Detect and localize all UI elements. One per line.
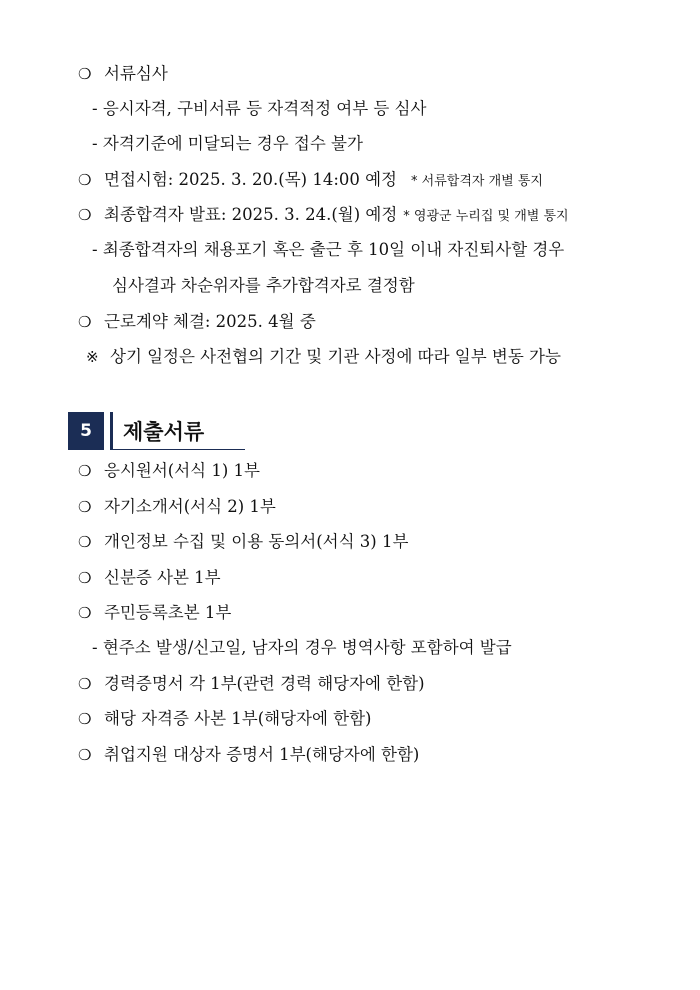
circle-bullet-icon: ❍	[78, 462, 92, 480]
document-item	[78, 709, 372, 729]
interview-text: 면접시험: 2025. 3. 20.(목) 14:00 예정	[104, 170, 398, 189]
document-item-text: 주민등록초본 1부	[104, 603, 232, 622]
document-item-text: 경력증명서 각 1부(관련 경력 해당자에 한함)	[104, 674, 425, 693]
circle-bullet-icon: ❍	[78, 65, 92, 83]
contract-text: 근로계약 체결: 2025. 4월 중	[104, 312, 316, 331]
document-item-text: 해당 자격증 사본 1부(해당자에 한함)	[104, 709, 372, 728]
document-item-text: 취업지원 대상자 증명서 1부(해당자에 한함)	[104, 745, 420, 764]
schedule-notice	[86, 347, 561, 367]
circle-bullet-icon: ❍	[78, 746, 92, 764]
circle-bullet-icon: ❍	[78, 675, 92, 693]
section-header	[68, 412, 245, 450]
doc-review-detail: - 자격기준에 미달되는 경우 접수 불가	[92, 134, 363, 153]
document-item	[78, 532, 408, 552]
final-announcement-note: * 영광군 누리집 및 개별 통지	[403, 209, 569, 224]
document-item-text: 신분증 사본 1부	[104, 568, 221, 587]
final-announcement-text: 최종합격자 발표: 2025. 3. 24.(월) 예정	[104, 205, 398, 224]
circle-bullet-icon: ❍	[78, 498, 92, 516]
circle-bullet-icon: ❍	[78, 313, 92, 331]
final-detail-line: - 최종합격자의 채용포기 혹은 출근 후 10일 이내 자진퇴사할 경우	[92, 240, 565, 259]
final-announcement-item	[78, 205, 569, 227]
doc-review-detail: - 응시자격, 구비서류 등 자격적정 여부 등 심사	[92, 99, 427, 118]
circle-bullet-icon: ❍	[78, 206, 92, 224]
document-item	[78, 603, 231, 623]
resident-registration-detail: - 현주소 발생/신고일, 남자의 경우 병역사항 포함하여 발급	[92, 638, 512, 657]
section-title: 제출서류	[123, 419, 205, 444]
document-item	[78, 568, 221, 588]
document-item-text: 자기소개서(서식 2) 1부	[104, 497, 276, 516]
circle-bullet-icon: ❍	[78, 533, 92, 551]
circle-bullet-icon: ❍	[78, 171, 92, 189]
circle-bullet-icon: ❍	[78, 604, 92, 622]
document-item-text: 응시원서(서식 1) 1부	[104, 461, 260, 480]
document-item	[78, 674, 425, 694]
document-item-text: 개인정보 수집 및 이용 동의서(서식 3) 1부	[104, 532, 409, 551]
reference-mark-icon: ※	[86, 348, 99, 366]
interview-item	[78, 170, 543, 192]
circle-bullet-icon: ❍	[78, 710, 92, 728]
interview-note: * 서류합격자 개별 통지	[411, 174, 543, 189]
document-item	[78, 497, 276, 517]
doc-review-item	[78, 64, 168, 84]
document-item	[78, 461, 260, 481]
doc-review-title: 서류심사	[104, 64, 168, 83]
circle-bullet-icon: ❍	[78, 569, 92, 587]
contract-item	[78, 312, 316, 332]
section-number: 5	[68, 412, 104, 450]
section-title-box	[110, 412, 245, 450]
document-item	[78, 745, 419, 765]
final-detail-line: 심사결과 차순위자를 추가합격자로 결정함	[112, 276, 415, 295]
schedule-notice-text: 상기 일정은 사전협의 기간 및 기관 사정에 따라 일부 변동 가능	[110, 347, 561, 366]
